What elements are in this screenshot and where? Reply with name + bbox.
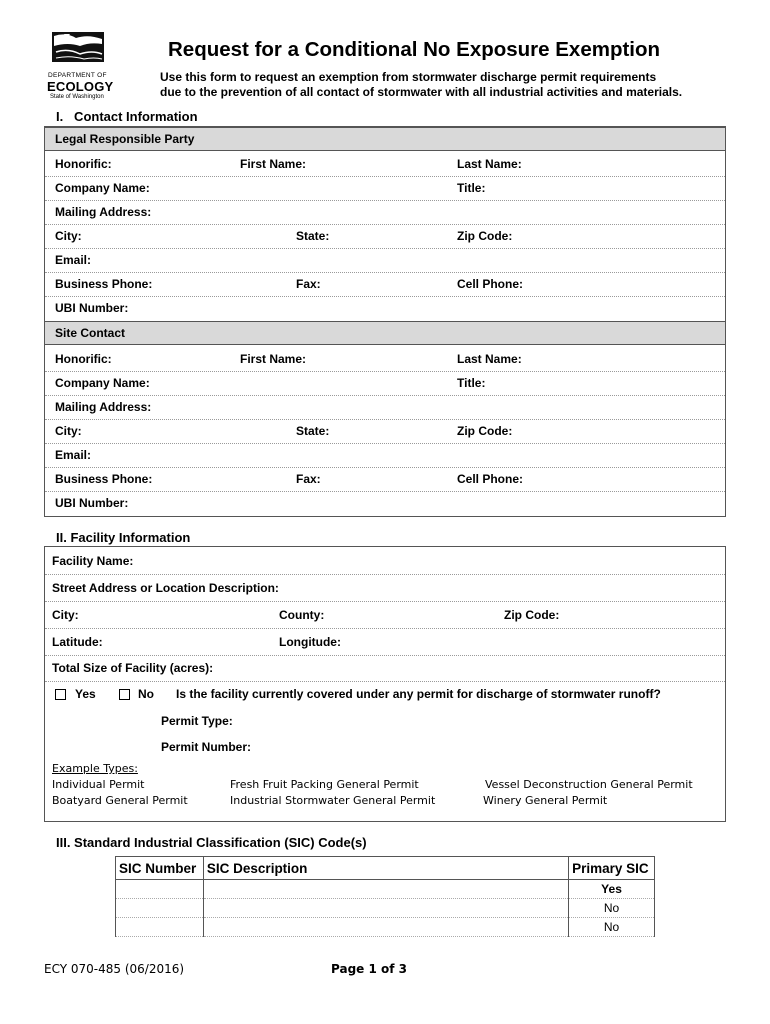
facility-zip-label: Zip Code:	[504, 608, 560, 622]
logo-dept: DEPARTMENT OF	[48, 72, 107, 79]
section-facility-heading: II. Facility Information	[56, 530, 191, 545]
legal-mailing-label: Mailing Address:	[55, 205, 152, 219]
site-company-label: Company Name:	[55, 376, 150, 390]
legal-city-row[interactable]	[45, 224, 725, 249]
lat-long-row[interactable]	[45, 628, 725, 656]
facility-city-row[interactable]	[45, 601, 725, 629]
form-id: ECY 070-485 (06/2016)	[44, 962, 185, 976]
legal-party-title: Legal Responsible Party	[55, 132, 195, 146]
total-size-row[interactable]	[45, 655, 725, 682]
facility-name-row[interactable]	[45, 547, 725, 575]
site-honorific-label: Honorific:	[55, 352, 112, 366]
sic-number-cell[interactable]	[116, 880, 204, 899]
example-item: Fresh Fruit Packing General Permit	[230, 778, 419, 791]
legal-title-label: Title:	[457, 181, 486, 195]
subtitle-line-1: Use this form to request an exemption from stormwater discharge permit requirements	[160, 70, 657, 84]
page-number: Page 1 of 3	[331, 962, 407, 976]
example-item: Industrial Stormwater General Permit	[230, 794, 436, 807]
site-name-row[interactable]	[45, 347, 725, 372]
site-ubi-row[interactable]	[45, 491, 725, 515]
example-item: Individual Permit	[52, 778, 145, 791]
primary-sic-cell: No	[569, 918, 655, 937]
sic-description-cell[interactable]	[203, 899, 568, 918]
site-ubi-label: UBI Number:	[55, 496, 129, 510]
site-business-phone-label: Business Phone:	[55, 472, 153, 486]
section-sic-heading: III. Standard Industrial Classification (SIC) Code(s)	[56, 835, 367, 850]
legal-first-name-label: First Name:	[240, 157, 307, 171]
site-title-label: Title:	[457, 376, 486, 390]
site-cell-label: Cell Phone:	[457, 472, 524, 486]
site-state-label: State:	[296, 424, 330, 438]
total-size-label: Total Size of Facility (acres):	[52, 661, 214, 675]
sic-description-header: SIC Description	[203, 857, 568, 880]
logo-name: ECOLOGY	[47, 79, 114, 94]
table-row	[116, 918, 655, 937]
site-city-row[interactable]	[45, 419, 725, 444]
legal-cell-label: Cell Phone:	[457, 277, 524, 291]
legal-phone-row[interactable]	[45, 272, 725, 297]
permit-number-label[interactable]: Permit Number:	[161, 740, 252, 754]
section-contact-heading: I. Contact Information	[56, 109, 198, 124]
example-item: Vessel Deconstruction General Permit	[485, 778, 693, 791]
facility-name-label: Facility Name:	[52, 554, 134, 568]
primary-sic-cell: Yes	[569, 880, 655, 899]
site-email-label: Email:	[55, 448, 92, 462]
legal-email-label: Email:	[55, 253, 92, 267]
legal-zip-label: Zip Code:	[457, 229, 513, 243]
sic-description-cell[interactable]	[203, 918, 568, 937]
page-title: Request for a Conditional No Exposure Exemption	[168, 38, 661, 61]
latitude-label: Latitude:	[52, 635, 103, 649]
site-contact-title: Site Contact	[55, 326, 126, 340]
subtitle-line-2: due to the prevention of all contact of stormwater with all industrial activities and materials.	[160, 85, 683, 99]
site-last-name-label: Last Name:	[457, 352, 522, 366]
sic-number-cell[interactable]	[116, 918, 204, 937]
site-company-row[interactable]	[45, 371, 725, 396]
legal-state-label: State:	[296, 229, 330, 243]
legal-ubi-row[interactable]	[45, 296, 725, 320]
permit-question: Is the facility currently covered under any permit for discharge of stormwater runoff?	[176, 687, 661, 701]
sic-number-header: SIC Number	[116, 857, 204, 880]
no-label: No	[138, 687, 154, 701]
site-email-row[interactable]	[45, 443, 725, 468]
site-first-name-label: First Name:	[240, 352, 307, 366]
longitude-label: Longitude:	[279, 635, 341, 649]
legal-party-band	[45, 127, 725, 151]
site-city-label: City:	[55, 424, 82, 438]
street-label: Street Address or Location Description:	[52, 581, 279, 595]
example-item: Boatyard General Permit	[52, 794, 188, 807]
legal-company-row[interactable]	[45, 176, 725, 201]
examples-heading: Example Types:	[52, 762, 138, 775]
sic-number-cell[interactable]	[116, 899, 204, 918]
no-checkbox[interactable]	[119, 689, 130, 700]
table-row	[116, 880, 655, 899]
legal-company-label: Company Name:	[55, 181, 150, 195]
primary-sic-cell: No	[569, 899, 655, 918]
contact-info-box	[44, 126, 726, 517]
facility-county-label: County:	[279, 608, 325, 622]
site-mailing-label: Mailing Address:	[55, 400, 152, 414]
facility-info-box	[44, 546, 726, 822]
facility-city-label: City:	[52, 608, 79, 622]
legal-mailing-row[interactable]	[45, 200, 725, 225]
permit-type-label[interactable]: Permit Type:	[161, 714, 233, 728]
site-contact-band	[45, 321, 725, 345]
ecology-logo	[44, 30, 112, 104]
legal-name-row[interactable]	[45, 152, 725, 177]
sic-header-row	[116, 857, 655, 880]
page-subtitle	[160, 70, 682, 100]
table-row	[116, 899, 655, 918]
sic-description-cell[interactable]	[203, 880, 568, 899]
legal-business-phone-label: Business Phone:	[55, 277, 153, 291]
site-zip-label: Zip Code:	[457, 424, 513, 438]
street-row[interactable]	[45, 574, 725, 602]
example-item: Winery General Permit	[483, 794, 608, 807]
site-phone-row[interactable]	[45, 467, 725, 492]
site-mailing-row[interactable]	[45, 395, 725, 420]
yes-checkbox[interactable]	[55, 689, 66, 700]
site-fax-label: Fax:	[296, 472, 321, 486]
legal-ubi-label: UBI Number:	[55, 301, 129, 315]
yes-label: Yes	[75, 687, 96, 701]
ecology-logo-icon	[46, 30, 110, 70]
legal-honorific-label: Honorific:	[55, 157, 112, 171]
sic-table	[115, 856, 655, 937]
legal-fax-label: Fax:	[296, 277, 321, 291]
primary-sic-header: Primary SIC	[569, 857, 655, 880]
legal-email-row[interactable]	[45, 248, 725, 273]
legal-last-name-label: Last Name:	[457, 157, 522, 171]
legal-city-label: City:	[55, 229, 82, 243]
logo-state: State of Washington	[50, 94, 104, 100]
